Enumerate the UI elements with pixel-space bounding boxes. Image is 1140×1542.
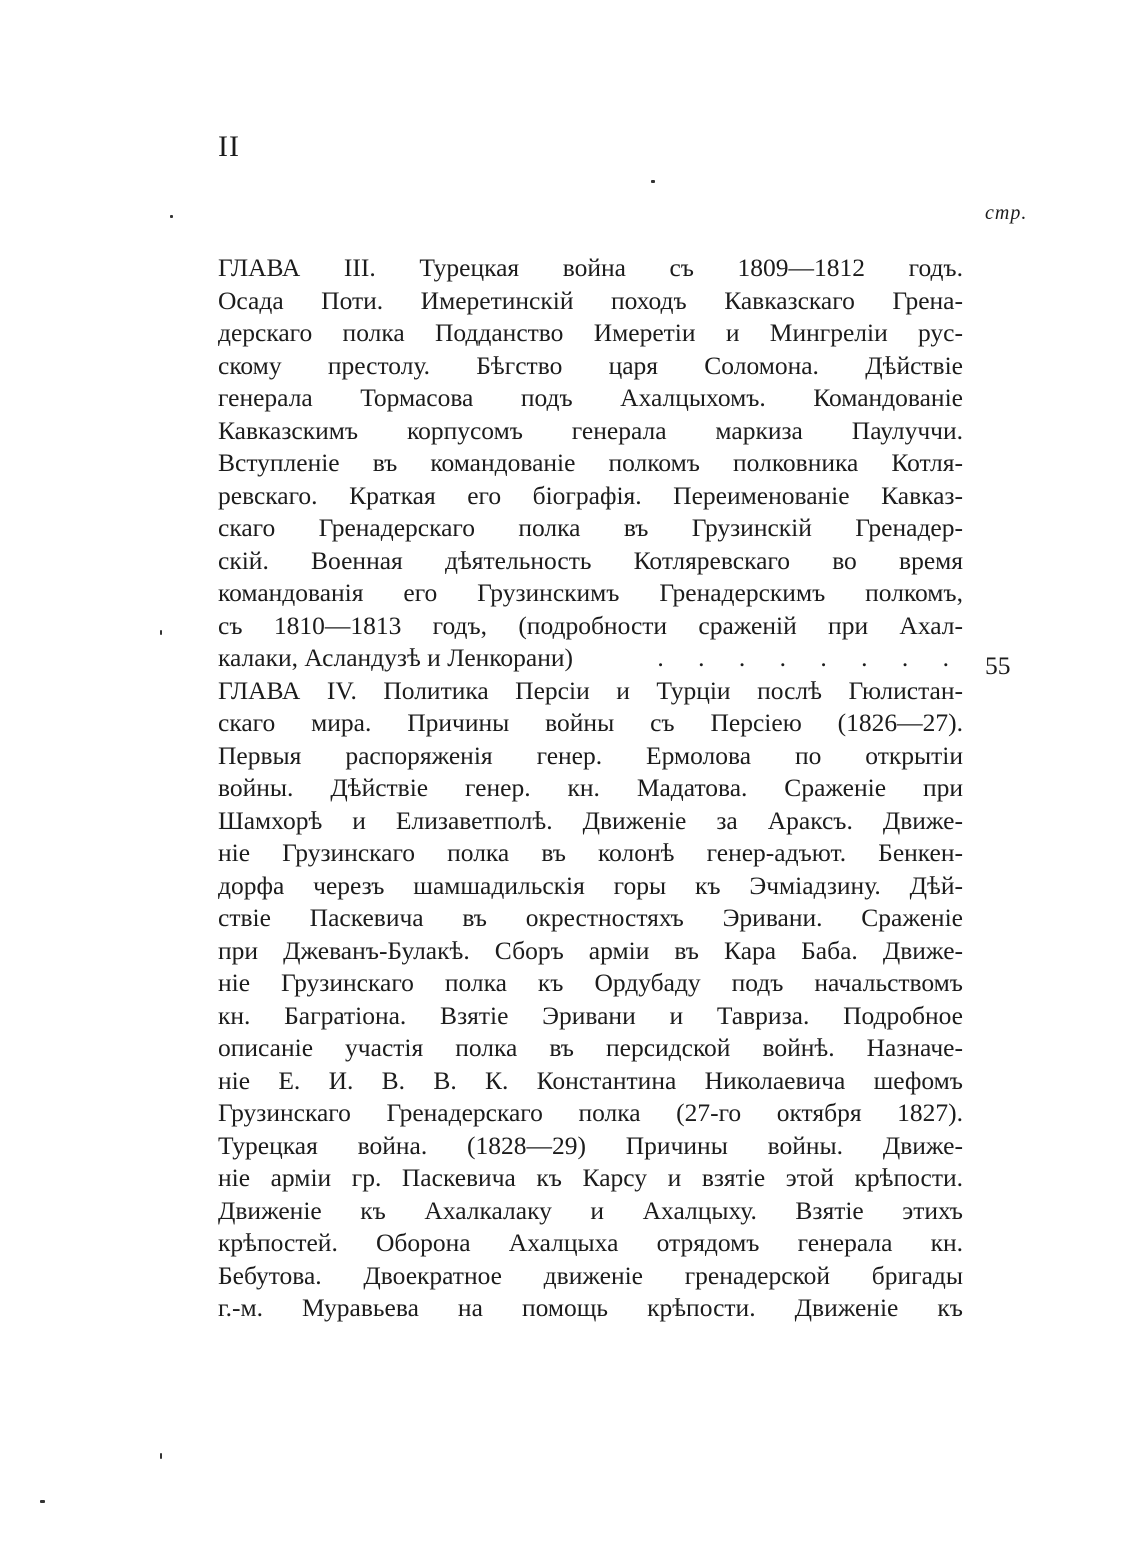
toc-line: Вступленіе въ командованіе полкомъ полковника Котля- [218, 448, 963, 477]
toc-line: при Джеванъ-Булакѣ. Сборъ арміи въ Кара Баба. Движе- [218, 935, 963, 965]
scan-speck [160, 630, 162, 635]
toc-line: Шамхорѣ и Елизаветполѣ. Движеніе за Араксъ. Движе- [218, 805, 963, 835]
toc-line: Первыя распоряженія генер. Ермолова по открытіи [218, 740, 963, 770]
toc-entry-chapter-4 [218, 675, 963, 1325]
toc-line: съ 1810—1813 годъ, (подробности сраженій при Ахал- [218, 610, 963, 640]
toc-line: командованія его Грузинскимъ Гренадерскимъ полкомъ, [218, 578, 963, 607]
toc-line: крѣпостей. Оборона Ахалцыха отрядомъ генерала кн. [218, 1228, 963, 1257]
toc-line: дорфа черезъ шамшадильскія горы къ Эчміадзину. Дѣй- [218, 870, 963, 900]
toc-line: ГЛАВА IV. Политика Персіи и Турціи послѣ Гюлистан- [218, 675, 963, 705]
toc-line: Осада Поти. Имеретинскій походъ Кавказскаго Грена- [218, 285, 963, 315]
toc-line: Турецкая война. (1828—29) Причины войны. Движе- [218, 1130, 963, 1160]
toc-line: Грузинскаго Гренадерскаго полка (27-го октября 1827). [218, 1098, 963, 1127]
toc-line: скому престолу. Бѣгство царя Соломона. Дѣйствіе [218, 350, 963, 380]
toc-line: войны. Дѣйствіе генер. кн. Мадатова. Сраженіе при [218, 773, 963, 802]
toc-line: ніе арміи гр. Паскевича къ Карсу и взятіе этой крѣпости. [218, 1163, 963, 1192]
toc-line: г.-м. Муравьева на помощь крѣпости. Движеніе къ [218, 1293, 963, 1322]
scan-speck [170, 215, 173, 218]
toc-line: ревскаго. Краткая его біографія. Переименованіе Кавказ- [218, 480, 963, 510]
toc-dot-leader: . . . . . . . . [657, 643, 963, 672]
toc-line: скаго Гренадерскаго полка въ Грузинскій Гренадер- [218, 513, 963, 542]
toc-line: Бебутова. Двоекратное движеніе гренадерской бригады [218, 1260, 963, 1290]
toc-line: скій. Военная дѣятельность Котляревскаго во время [218, 545, 963, 575]
toc-line: скаго мира. Причины войны съ Персіею (1826—27). [218, 708, 963, 737]
toc-line: Движеніе къ Ахалкалаку и Ахалцыху. Взятіе этихъ [218, 1195, 963, 1225]
page-column-label: стр. [985, 202, 1028, 224]
toc-leader-line [218, 642, 963, 675]
toc-line: ствіе Паскевича въ окрестностяхъ Эривани. Сраженіе [218, 903, 963, 932]
toc-line: ГЛАВА III. Турецкая война съ 1809—1812 годъ. [218, 253, 963, 282]
toc-line: дерскаго полка Подданство Имеретіи и Мингреліи рус- [218, 318, 963, 347]
scan-speck [651, 180, 655, 183]
toc-line: ніе Грузинскаго полка къ Ордубаду подъ начальствомъ [218, 968, 963, 997]
toc-line: ніе Грузинскаго полка въ колонѣ генер-адъют. Бенкен- [218, 838, 963, 867]
scan-speck [160, 1453, 162, 1459]
toc-page-ref-chapter-3: 55 [985, 650, 1011, 680]
toc-line: генерала Тормасова подъ Ахалцыхомъ. Командованіе [218, 383, 963, 412]
toc-line: кн. Багратіона. Взятіе Эривани и Тавриза. Подробное [218, 1000, 963, 1030]
toc-entry-chapter-3 [218, 252, 963, 675]
scan-speck [40, 1500, 45, 1503]
toc-line: Кавказскимъ корпусомъ генерала маркиза Паулуччи. [218, 415, 963, 445]
table-of-contents [218, 252, 963, 1325]
toc-leader-text: калаки, Асландузѣ и Ленкорани) [218, 643, 581, 672]
page-number: II [218, 130, 240, 163]
toc-line: ніе Е. И. В. В. К. Константина Николаевича шефомъ [218, 1065, 963, 1095]
toc-line: описаніе участія полка въ персидской войнѣ. Назначе- [218, 1033, 963, 1062]
